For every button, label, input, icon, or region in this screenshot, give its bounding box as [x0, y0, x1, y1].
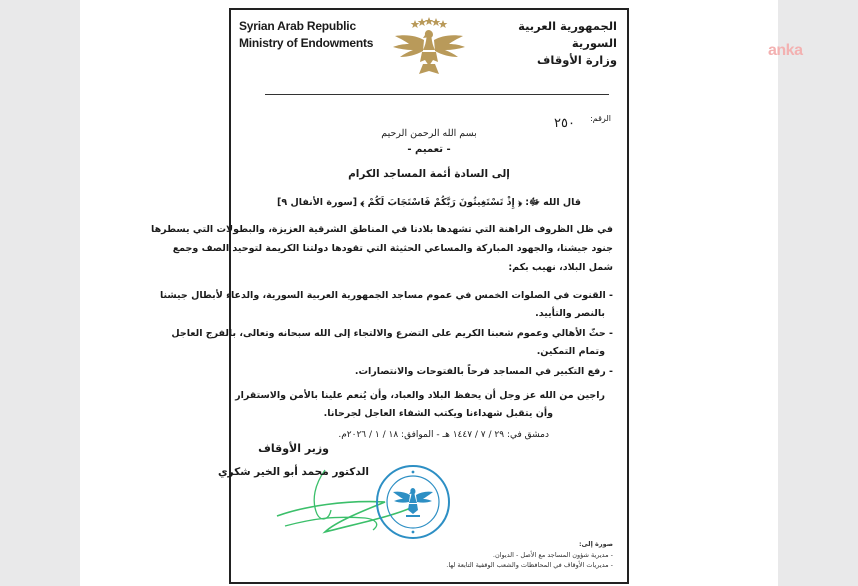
official-document	[151, 8, 629, 584]
addressee: إلى السادة أئمة المساجد الكرام	[348, 168, 510, 180]
item-1-line-1: - القنوت في الصلوات الخمس في عموم مساجد الجمهورية العربية السورية، والدعاء لأبطال جيشنا	[159, 290, 613, 301]
item-2-line-1: - حثّ الأهالي وعموم شعبنا الكريم على التضرع والالتجاء إلى الله سبحانه وتعالى، بالفرج العاجل	[171, 328, 613, 339]
anka-watermark: anka	[768, 42, 803, 59]
body-line-1: في ظل الظروف الراهنة التي تشهدها بلادنا في المناطق الشرقية العزيزة، والبطولات التي يسطرها	[151, 224, 613, 235]
cc-item-2: - مديريات الأوقاف في المحافظات والشعب الوقفية التابعة لها.	[446, 561, 613, 569]
letterhead-english	[239, 18, 379, 52]
body-line-3: شمل البلاد، نهيب بكم:	[508, 262, 613, 273]
ministry-seal-icon	[373, 462, 453, 542]
letterhead-ar-ministry: وزارة الأوقاف	[537, 53, 617, 67]
item-1-line-2: بالنصر والتأييد.	[535, 308, 605, 319]
date-line: دمشق في: ٢٩ / ٧ / ١٤٤٧ هـ - الموافق: ١٨ / ١ / ٢٠٢٦م.	[338, 430, 549, 440]
letterhead-ar-country: الجمهورية العربية السورية	[518, 19, 617, 50]
basmala: بسم الله الرحمن الرحيم	[381, 128, 477, 139]
reference-label: الرقم:	[590, 114, 611, 123]
closing-line-2: وأن يتقبل شهداءنا ويكتب الشفاء العاجل لجرحانا.	[323, 408, 553, 419]
cc-heading: صورة إلى:	[578, 540, 613, 548]
item-2-line-2: وتمام التمكين.	[536, 346, 605, 357]
circular-title: - تعميم -	[407, 144, 451, 155]
quran-verse: قال الله ﷻ: ﴿ إِذْ تَسْتَغِيثُونَ رَبَّكُمْ فَاسْتَجَابَ لَكُمْ ﴾ [سورة الأنفال ٩]	[277, 197, 581, 208]
signatory-name: الدكتور محمد أبو الخير شكري	[217, 466, 369, 478]
closing-line-1: راجين من الله عز وجل أن يحفظ البلاد والعباد، وأن يُنعم علينا بالأمن والاستقرار	[235, 390, 605, 401]
cc-item-1: - مديرية شؤون المساجد مع الأصل - الديوان.	[492, 551, 613, 559]
letterhead-en-ministry: Ministry of Endowments	[239, 36, 374, 50]
body-line-2: جنود جيشنا، والجهود المباركة والمساعي الحثيثة التي تقودها دولتنا الكريمة لتوحيد الصف وجمع	[172, 243, 613, 254]
signatory-title: وزير الأوقاف	[258, 442, 329, 455]
reference-number: ٢٥٠	[554, 116, 575, 131]
letterhead-en-country: Syrian Arab Republic	[239, 19, 356, 33]
header-divider	[265, 94, 609, 95]
syrian-eagle-emblem-icon	[389, 16, 469, 78]
letterhead-arabic	[477, 18, 617, 69]
item-3: - رفع التكبير في المساجد فرحاً بالفتوحات والانتصارات.	[354, 366, 613, 377]
